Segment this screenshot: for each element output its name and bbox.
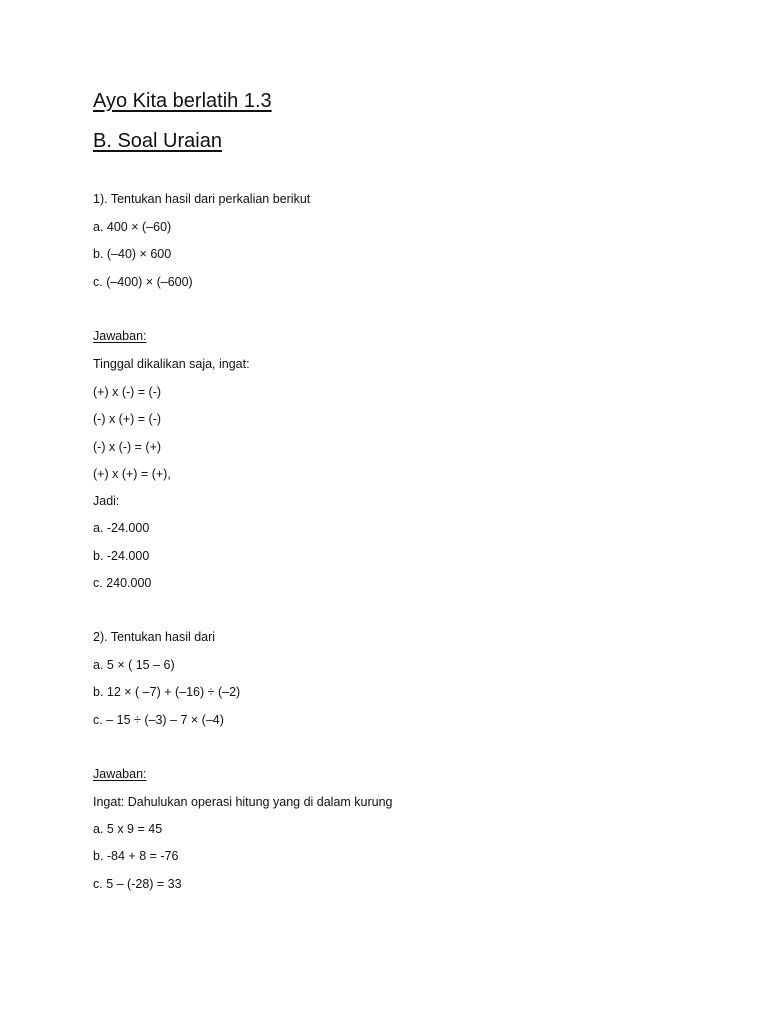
answer-1-jadi: Jadi: xyxy=(93,494,120,508)
answer-2-result-b: b. -84 + 8 = -76 xyxy=(93,849,179,863)
question-2-text: 2). Tentukan hasil dari xyxy=(93,630,216,644)
answer-1-rule-2: (-) x (+) = (-) xyxy=(93,412,162,426)
question-1-item-a: a. 400 × (–60) xyxy=(93,220,172,234)
document-page xyxy=(93,0,733,1024)
answer-1-intro: Tinggal dikalikan saja, ingat: xyxy=(93,357,250,371)
question-1-item-c: c. (–400) × (–600) xyxy=(93,275,193,289)
answer-1-rule-3: (-) x (-) = (+) xyxy=(93,440,162,454)
answer-2-result-c: c. 5 – (-28) = 33 xyxy=(93,877,182,891)
question-1-item-b: b. (–40) × 600 xyxy=(93,247,172,261)
answer-1-result-a: a. -24.000 xyxy=(93,521,150,535)
question-2-item-c: c. – 15 ÷ (–3) – 7 × (–4) xyxy=(93,713,224,727)
answer-2-heading: Jawaban: xyxy=(93,767,147,781)
answer-1-heading: Jawaban: xyxy=(93,329,147,343)
question-1-text: 1). Tentukan hasil dari perkalian berikut xyxy=(93,192,311,206)
question-2-item-a: a. 5 × ( 15 – 6) xyxy=(93,658,175,672)
section-title: B. Soal Uraian xyxy=(93,130,222,152)
answer-2-intro: Ingat: Dahulukan operasi hitung yang di dalam kurung xyxy=(93,795,393,809)
answer-2-result-a: a. 5 x 9 = 45 xyxy=(93,822,163,836)
answer-1-rule-4: (+) x (+) = (+), xyxy=(93,467,171,481)
question-2-item-b: b. 12 × ( –7) + (–16) ÷ (–2) xyxy=(93,685,241,699)
document-title: Ayo Kita berlatih 1.3 xyxy=(93,90,272,112)
answer-1-rule-1: (+) x (-) = (-) xyxy=(93,385,162,399)
answer-1-result-b: b. -24.000 xyxy=(93,549,150,563)
answer-1-result-c: c. 240.000 xyxy=(93,576,152,590)
